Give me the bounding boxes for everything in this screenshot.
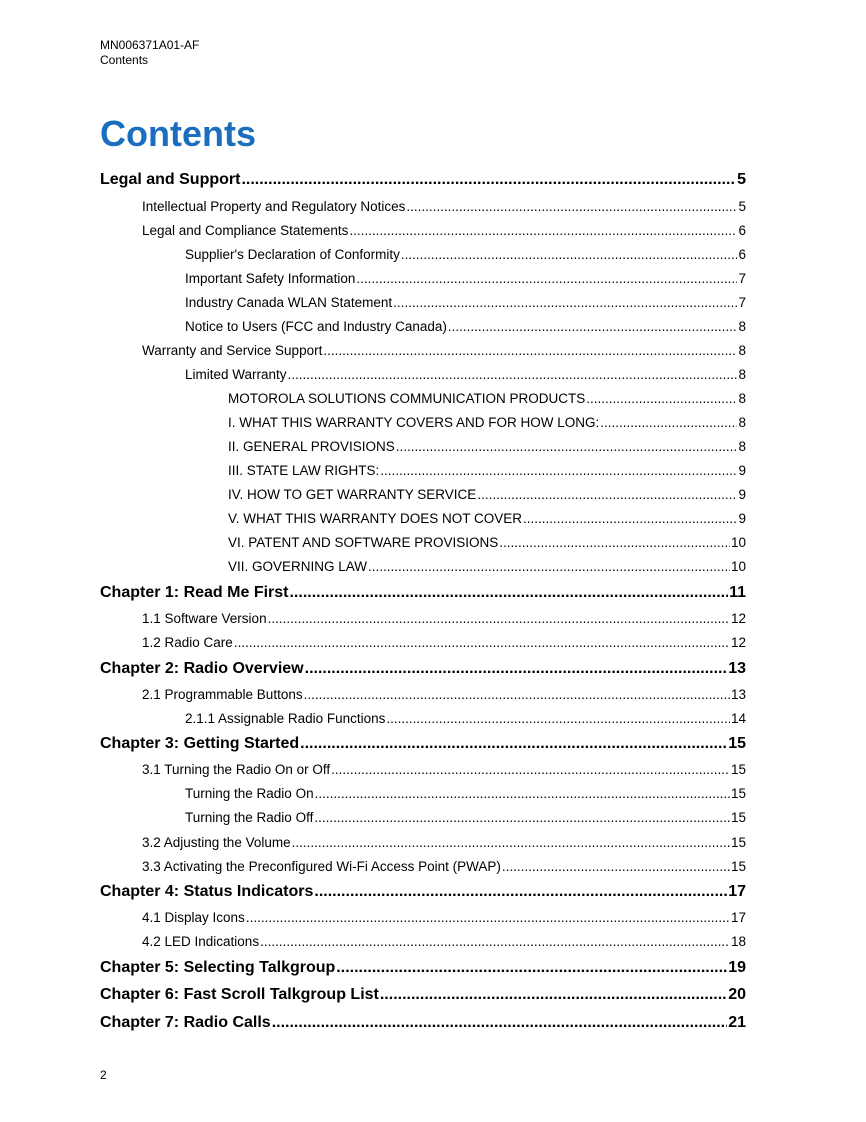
toc-entry-warranty-service[interactable]: Warranty and Service Support ..... 8 — [142, 343, 746, 358]
toc-entry-intellectual-property[interactable]: Intellectual Property and Regulatory Notices ..... 5 — [142, 199, 746, 214]
toc-entry-limited-warranty[interactable]: Limited Warranty ..... 8 — [185, 367, 746, 382]
toc-entry-software-version[interactable]: 1.1 Software Version ..... 12 — [142, 611, 746, 626]
toc-entry-notice-to-users[interactable]: Notice to Users (FCC and Industry Canada) ..... 8 — [185, 319, 746, 334]
toc-entry-governing-law[interactable]: VII. GOVERNING LAW ..... 10 — [228, 559, 746, 574]
toc-entry-display-icons[interactable]: 4.1 Display Icons ..... 17 — [142, 910, 746, 925]
toc-entry-activating-pwap[interactable]: 3.3 Activating the Preconfigured Wi-Fi Access Point (PWAP) ..... 15 — [142, 859, 746, 874]
toc-entry-industry-canada-wlan[interactable]: Industry Canada WLAN Statement ..... 7 — [185, 295, 746, 310]
toc-entry-adjusting-volume[interactable]: 3.2 Adjusting the Volume ..... 15 — [142, 835, 746, 850]
toc-entry-legal-and-support[interactable]: Legal and Support ..... 5 — [100, 171, 746, 189]
header-section: Contents — [100, 53, 149, 67]
toc-entry-warranty-service-how[interactable]: IV. HOW TO GET WARRANTY SERVICE ..... 9 — [228, 487, 746, 502]
toc-entry-turning-on[interactable]: Turning the Radio On ..... 15 — [185, 786, 746, 801]
toc-entry-chapter-7[interactable]: Chapter 7: Radio Calls ..... 21 — [100, 1014, 746, 1032]
toc-entry-chapter-5[interactable]: Chapter 5: Selecting Talkgroup ..... 19 — [100, 959, 746, 977]
page-number: 2 — [100, 1068, 107, 1082]
toc-entry-chapter-3[interactable]: Chapter 3: Getting Started ..... 15 — [100, 735, 746, 753]
doc-id: MN006371A01-AF — [100, 38, 200, 52]
toc-entry-chapter-1[interactable]: Chapter 1: Read Me First ..... 11 — [100, 584, 746, 602]
toc-entry-general-provisions[interactable]: II. GENERAL PROVISIONS ..... 8 — [228, 439, 746, 454]
toc-entry-warranty-covers[interactable]: I. WHAT THIS WARRANTY COVERS AND FOR HOW LONG: ..... 8 — [228, 415, 746, 430]
toc-entry-patent-software[interactable]: VI. PATENT AND SOFTWARE PROVISIONS ..... 10 — [228, 535, 746, 550]
toc-entry-chapter-6[interactable]: Chapter 6: Fast Scroll Talkgroup List ..... 20 — [100, 986, 746, 1004]
toc-entry-suppliers-declaration[interactable]: Supplier's Declaration of Conformity ..... 6 — [185, 247, 746, 262]
toc-entry-turning-off[interactable]: Turning the Radio Off ..... 15 — [185, 810, 746, 825]
toc-entry-radio-care[interactable]: 1.2 Radio Care ..... 12 — [142, 635, 746, 650]
toc-entry-chapter-2[interactable]: Chapter 2: Radio Overview ..... 13 — [100, 660, 746, 678]
toc-entry-legal-compliance[interactable]: Legal and Compliance Statements ..... 6 — [142, 223, 746, 238]
toc-entry-programmable-buttons[interactable]: 2.1 Programmable Buttons ..... 13 — [142, 687, 746, 702]
toc-entry-motorola-products[interactable]: MOTOROLA SOLUTIONS COMMUNICATION PRODUCTS ..... 8 — [228, 391, 746, 406]
toc-entry-turning-on-off[interactable]: 3.1 Turning the Radio On or Off ..... 15 — [142, 762, 746, 777]
toc-entry-led-indications[interactable]: 4.2 LED Indications ..... 18 — [142, 934, 746, 949]
toc-entry-safety-information[interactable]: Important Safety Information ..... 7 — [185, 271, 746, 286]
toc-entry-does-not-cover[interactable]: V. WHAT THIS WARRANTY DOES NOT COVER ..... 9 — [228, 511, 746, 526]
toc-entry-chapter-4[interactable]: Chapter 4: Status Indicators ..... 17 — [100, 883, 746, 901]
running-header — [100, 38, 199, 68]
toc-entry-assignable-functions[interactable]: 2.1.1 Assignable Radio Functions ..... 14 — [185, 711, 746, 726]
page-title: Contents — [100, 113, 256, 154]
toc-entry-state-law-rights[interactable]: III. STATE LAW RIGHTS: ..... 9 — [228, 463, 746, 478]
